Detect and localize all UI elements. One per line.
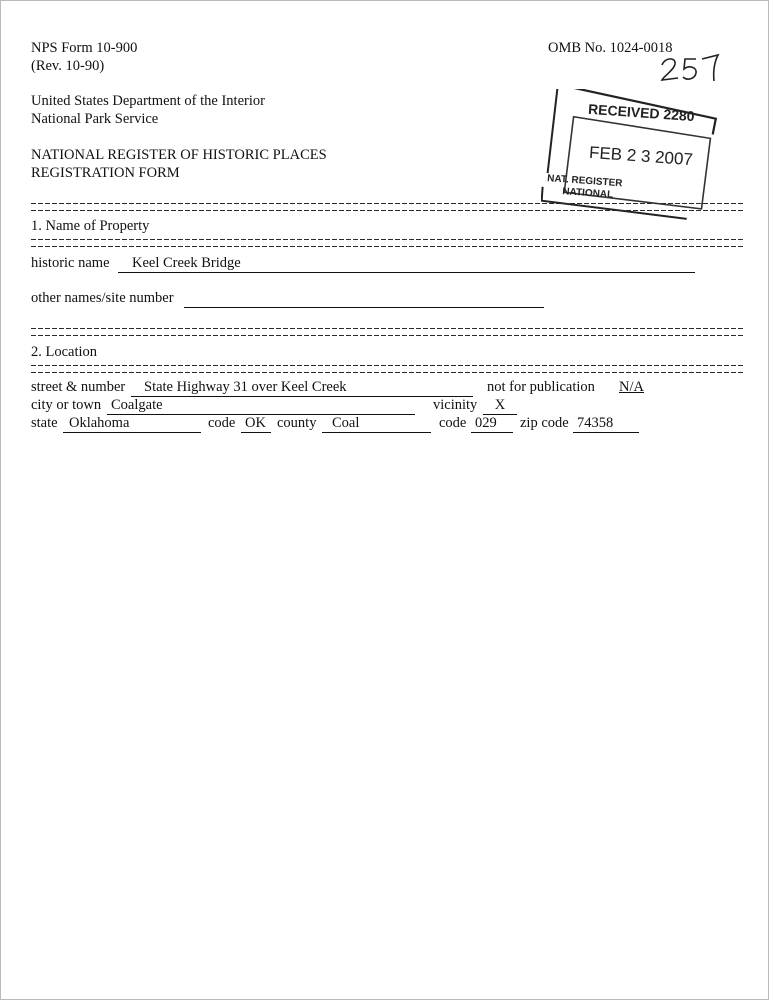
form-title: NATIONAL REGISTER OF HISTORIC PLACES: [31, 147, 327, 163]
historic-name-value: Keel Creek Bridge: [132, 255, 241, 271]
stamp-date: FEB 2 3 2007: [588, 142, 694, 170]
street-field[interactable]: [131, 378, 473, 397]
form-number: NPS Form 10-900: [31, 40, 138, 56]
section1-heading: 1. Name of Property: [31, 218, 150, 234]
county-code-field[interactable]: [471, 414, 513, 433]
historic-name-field[interactable]: [118, 254, 695, 273]
county-code-value: 029: [475, 415, 497, 431]
stamp-register: NAT. REGISTER: [546, 173, 623, 190]
section-divider: [31, 328, 744, 336]
stamp-national: NATIONAL: [561, 186, 614, 201]
state-code-field[interactable]: [241, 414, 271, 433]
section-divider: [31, 239, 744, 247]
county-value: Coal: [332, 415, 360, 431]
zip-value: 74358: [577, 415, 614, 431]
not-for-publication-label: not for publication: [487, 379, 595, 395]
historic-name-label: historic name: [31, 255, 110, 271]
county-code-label: code: [439, 415, 467, 431]
city-field[interactable]: [107, 396, 415, 415]
city-value: Coalgate: [111, 397, 163, 413]
state-label: state: [31, 415, 58, 431]
not-for-publication-value[interactable]: N/A: [619, 379, 644, 395]
city-label: city or town: [31, 397, 102, 413]
department: United States Department of the Interior: [31, 93, 265, 109]
other-names-label: other names/site number: [31, 290, 174, 306]
county-field[interactable]: [322, 414, 431, 433]
zip-field[interactable]: [573, 414, 639, 433]
service: National Park Service: [31, 111, 159, 127]
street-label: street & number: [31, 379, 126, 395]
county-label: county: [277, 415, 317, 431]
omb-number: OMB No. 1024-0018: [548, 40, 673, 56]
form-revision: (Rev. 10-90): [31, 58, 105, 74]
state-value: Oklahoma: [69, 415, 130, 431]
form-subtitle: REGISTRATION FORM: [31, 165, 180, 181]
other-names-value: [184, 290, 188, 306]
section-divider: [31, 365, 744, 373]
state-field[interactable]: [63, 414, 201, 433]
section-divider: [31, 203, 744, 211]
other-names-field[interactable]: [184, 289, 544, 308]
state-code-label: code: [208, 415, 236, 431]
zip-label: zip code: [520, 415, 569, 431]
section2-heading: 2. Location: [31, 344, 98, 360]
vicinity-value: X: [494, 397, 506, 413]
vicinity-field[interactable]: [483, 396, 517, 415]
stamp-received: RECEIVED 2280: [587, 100, 696, 125]
state-code-value: OK: [245, 415, 266, 431]
vicinity-label: vicinity: [433, 397, 478, 413]
street-value: State Highway 31 over Keel Creek: [144, 379, 347, 395]
handwritten-number: [656, 47, 726, 85]
